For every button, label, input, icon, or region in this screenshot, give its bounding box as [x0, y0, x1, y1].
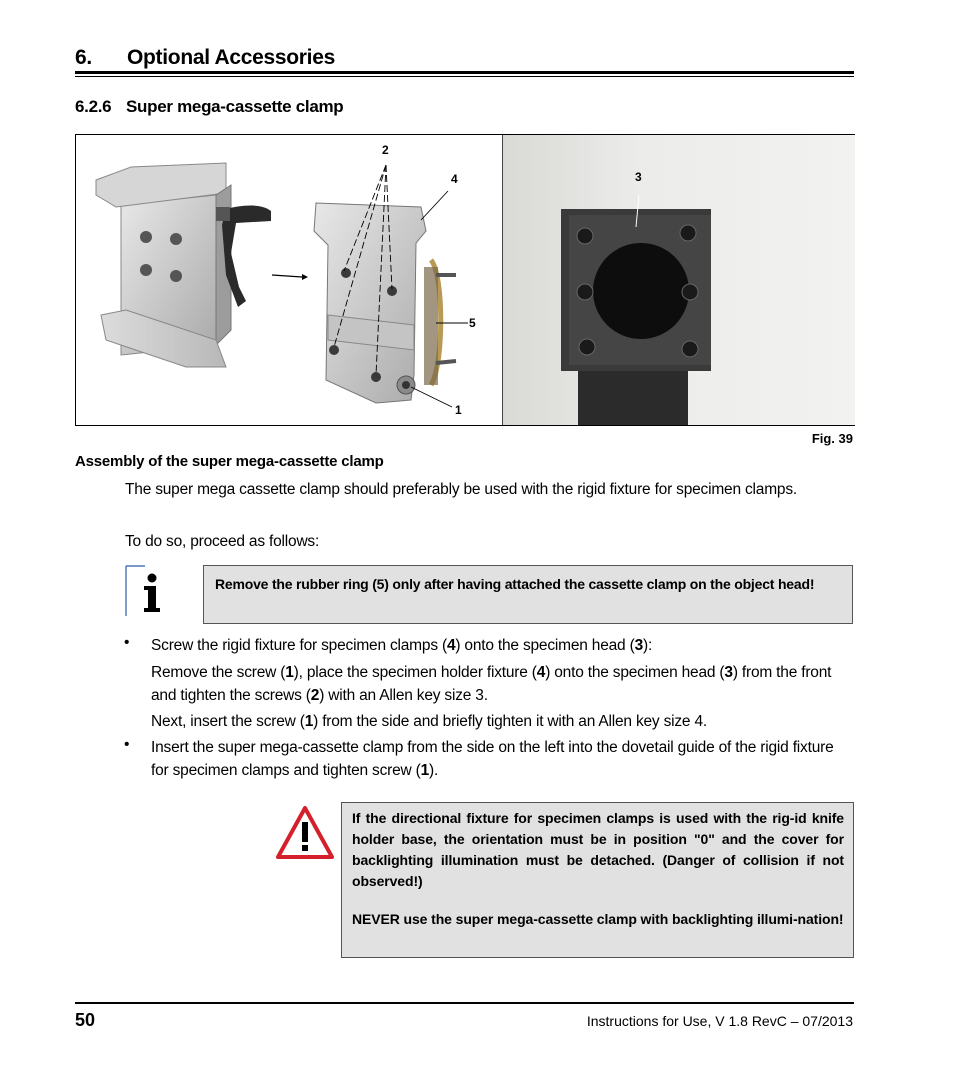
figure-label-3: 3 — [635, 170, 642, 184]
footer-document-info: Instructions for Use, V 1.8 RevC – 07/2013 — [586, 1013, 853, 1029]
chapter-heading — [75, 46, 335, 70]
chapter-number: 6. — [75, 46, 92, 69]
subheading: Assembly of the super mega-cassette clamp — [75, 453, 384, 470]
header-rule — [75, 71, 854, 74]
intro-paragraph: The super mega cassette clamp should preferably be used with the rigid fixture for specimen clamps. — [125, 481, 798, 498]
warning-text-1: If the directional fixture for specimen clamps is used with the rig-id knife holder base, the orientation must be in position "0" and the cover for backlighting illumination must be detached. (Danger of collision if not observed!) — [352, 810, 844, 889]
figure-caption: Fig. 39 — [811, 431, 853, 446]
section-number: 6.2.6 — [75, 97, 112, 116]
figure-label-5: 5 — [469, 316, 476, 330]
warning-text-2: NEVER use the super mega-cassette clamp with backlighting illumi-nation! — [352, 911, 844, 927]
section-heading — [75, 97, 343, 117]
bullet-1-marker: • — [124, 634, 130, 651]
bullet-1-line-2: Remove the screw (1), place the specimen holder fixture (4) onto the specimen head (3) from the front and tighten the screws (2) with an Allen key size 3. — [151, 664, 832, 704]
info-icon — [125, 565, 177, 617]
figure-label-1: 1 — [455, 403, 462, 417]
figure-label-4: 4 — [451, 172, 458, 186]
bullet-2-line-1: Insert the super mega-cassette clamp from the side on the left into the dovetail guide of the rigid fixture for specimen clamps and tighten screw (1). — [151, 739, 834, 779]
footer-rule — [75, 1002, 854, 1004]
procedure-intro: To do so, proceed as follows: — [125, 533, 320, 550]
figure-39 — [75, 134, 855, 426]
info-note — [203, 565, 853, 624]
cassette-clamp-drawing — [96, 163, 271, 367]
chapter-title: Optional Accessories — [127, 46, 335, 69]
clamp-assembly-illustration — [76, 135, 502, 425]
bullet-1-line-3: Next, insert the screw (1) from the side and briefly tighten it with an Allen key size 4. — [151, 713, 707, 730]
section-title: Super mega-cassette clamp — [126, 97, 344, 116]
rigid-fixture-drawing — [314, 203, 456, 403]
warning-note — [341, 802, 854, 958]
specimen-head-photo — [502, 135, 855, 425]
warning-triangle-icon — [275, 805, 335, 861]
info-note-text: Remove the rubber ring (5) only after having attached the cassette clamp on the object head! — [215, 576, 815, 592]
bullet-2-marker: • — [124, 736, 130, 753]
bullet-1-line-1: Screw the rigid fixture for specimen clamps (4) onto the specimen head (3): — [151, 637, 653, 654]
header-rule-thin — [75, 76, 854, 77]
figure-label-2: 2 — [382, 143, 389, 157]
page-number: 50 — [75, 1010, 96, 1030]
